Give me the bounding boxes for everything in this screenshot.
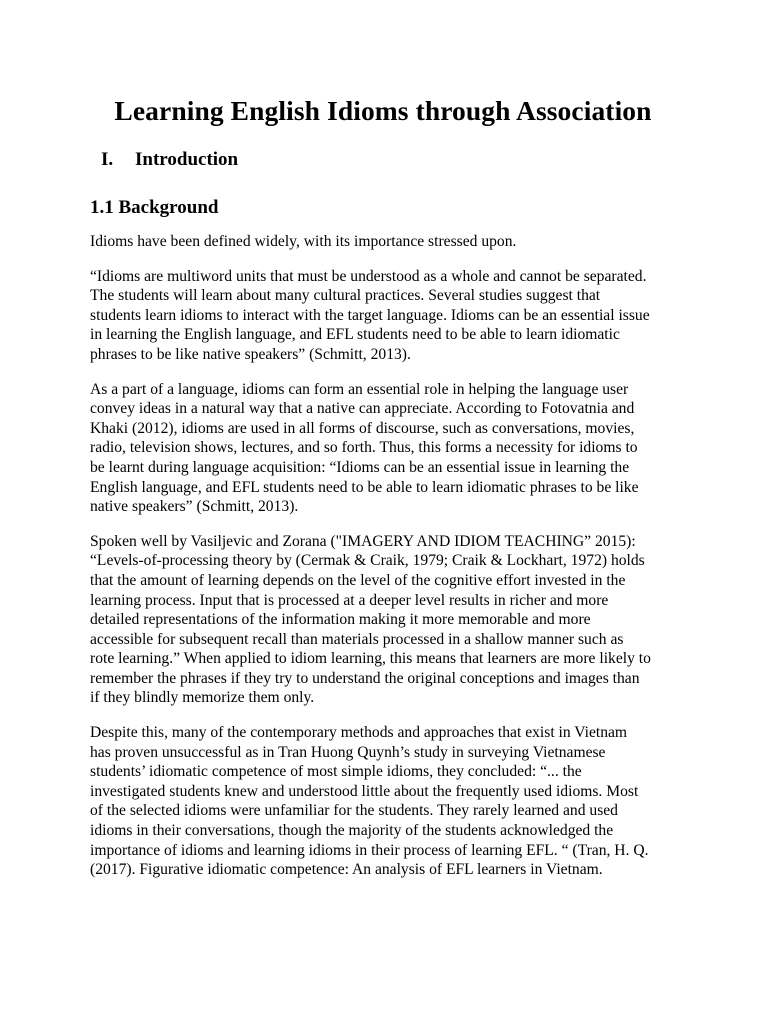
paragraph	[90, 380, 676, 517]
paragraph-line: native speakers” (Schmitt, 2013).	[90, 498, 299, 516]
paragraph-line: “Levels-of-processing theory by (Cermak & Craik, 1979; Craik & Lockhart, 1972) holds	[90, 552, 645, 570]
paragraph-line: convey ideas in a natural way that a native can appreciate. According to Fotovatnia and	[90, 400, 635, 418]
paragraph-line: if they blindly memorize them only.	[90, 689, 315, 707]
paragraph-line: has proven unsuccessful as in Tran Huong Quynh’s study in surveying Vietnamese	[90, 743, 606, 761]
paragraph	[90, 232, 676, 252]
section-heading	[90, 148, 676, 172]
section-number: I.	[101, 149, 114, 170]
paragraph-line: rote learning.” When applied to idiom learning, this means that learners are more likely to	[90, 650, 651, 668]
subsection-heading: 1.1 Background	[90, 197, 219, 218]
body-text	[90, 232, 676, 880]
paragraph-line: students learn idioms to interact with the target language. Idioms can be an essential issue	[90, 306, 650, 324]
paragraph-line: remember the phrases if they try to understand the original conceptions and images than	[90, 669, 640, 687]
paragraph-line: phrases to be like native speakers” (Schmitt, 2013).	[90, 345, 411, 363]
paragraph-line: Khaki (2012), idioms are used in all forms of discourse, such as conversations, movies,	[90, 419, 635, 437]
paragraph-line: Idioms have been defined widely, with its importance stressed upon.	[90, 233, 517, 250]
paragraph-line: radio, television shows, lectures, and so forth. Thus, this forms a necessity for idioms to	[90, 439, 638, 457]
document-title: Learning English Idioms through Association	[114, 95, 652, 126]
paragraph-line: Despite this, many of the contemporary methods and approaches that exist in Vietnam	[90, 724, 628, 742]
paragraph	[90, 723, 676, 880]
paragraph-line: detailed representations of the information making it more memorable and more	[90, 611, 591, 629]
paragraph	[90, 532, 676, 708]
paragraph-line: be learnt during language acquisition: “Idioms can be an essential issue in learning the	[90, 458, 630, 476]
paragraph-line: learning process. Input that is processed at a deeper level results in richer and more	[90, 591, 609, 609]
paragraph-line: investigated students knew and understood little about the frequently used idioms. Most	[90, 782, 639, 800]
section-title: Introduction	[135, 149, 239, 170]
paragraph-line: idioms in their conversations, though the majority of the students acknowledged the	[90, 822, 614, 840]
paragraph-line: English language, and EFL students need to be able to learn idiomatic phrases to be like	[90, 478, 639, 496]
paragraph	[90, 267, 676, 365]
paragraph-line: accessible for subsequent recall than materials processed in a shallow manner such as	[90, 630, 624, 648]
paragraph-line: importance of idioms and learning idioms in their process of learning EFL. “ (Tran, H. Q.	[90, 841, 649, 859]
paragraph-line: of the selected idioms were unfamiliar for the students. They rarely learned and used	[90, 802, 618, 820]
paragraph-line: that the amount of learning depends on the level of the cognitive effort invested in the	[90, 571, 626, 589]
paragraph-line: (2017). Figurative idiomatic competence: An analysis of EFL learners in Vietnam.	[90, 861, 603, 879]
paragraph-line: Spoken well by Vasiljevic and Zorana ("IMAGERY AND IDIOM TEACHING” 2015):	[90, 532, 636, 550]
paragraph-line: in learning the English language, and EFL students need to be able to learn idiomatic	[90, 326, 620, 344]
paragraph-line: “Idioms are multiword units that must be understood as a whole and cannot be separated.	[90, 267, 647, 285]
paragraph-line: As a part of a language, idioms can form an essential role in helping the language user	[90, 380, 629, 398]
paragraph-line: The students will learn about many cultural practices. Several studies suggest that	[90, 287, 601, 305]
paragraph-line: students’ idiomatic competence of most simple idioms, they concluded: “... the	[90, 763, 582, 781]
